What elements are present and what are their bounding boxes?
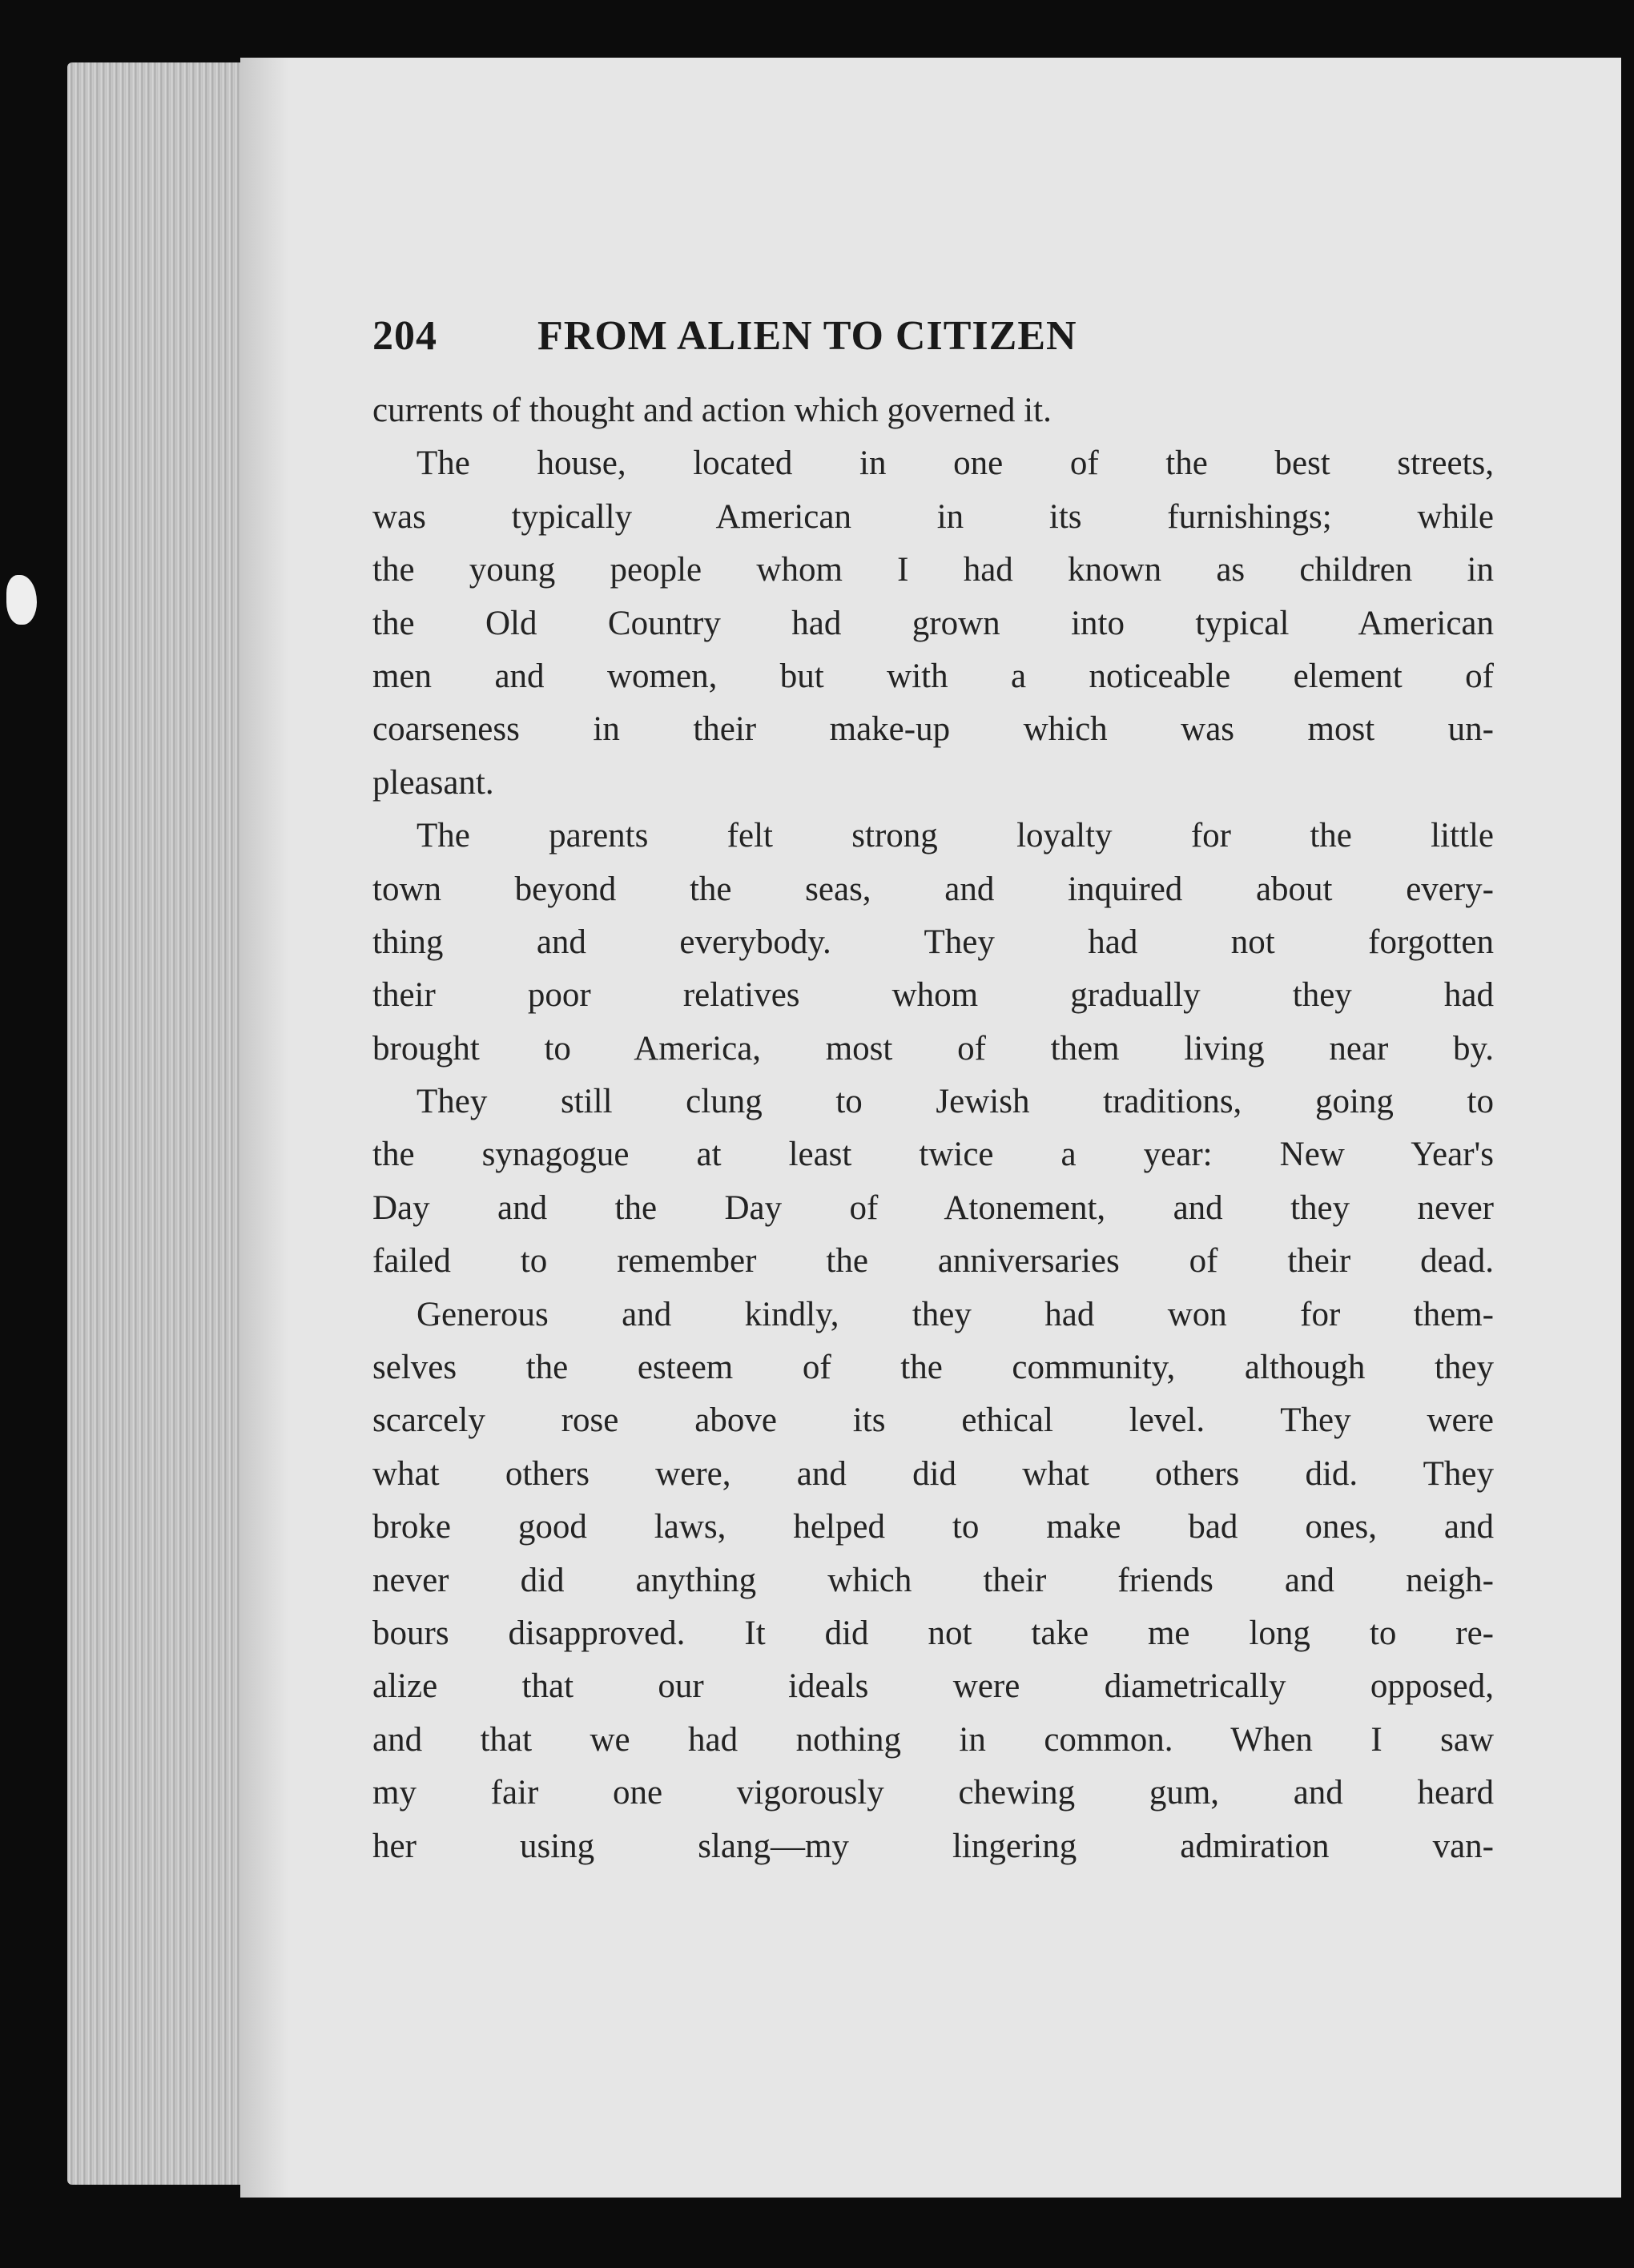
text-line: selves the esteem of the community, although they [372, 1349, 1494, 1387]
text-line: They still clung to Jewish traditions, going to [417, 1083, 1494, 1121]
text-line: brought to America, most of them living near by. [372, 1029, 1494, 1068]
text-line: town beyond the seas, and inquired about every- [372, 870, 1494, 908]
text-line: alize that our ideals were diametrically opposed, [372, 1667, 1494, 1706]
text-line: and that we had nothing in common. When I saw [372, 1720, 1494, 1759]
text-line: failed to remember the anniversaries of their dead. [372, 1242, 1494, 1281]
text-line: their poor relatives whom gradually they had [372, 976, 1494, 1015]
text-line: the young people whom I had known as children in [372, 551, 1494, 589]
text-line: Generous and kindly, they had won for them- [417, 1295, 1494, 1333]
text-line: never did anything which their friends and neigh- [372, 1561, 1494, 1599]
text-line: broke good laws, helped to make bad ones, and [372, 1508, 1494, 1546]
text-line: pleasant. [372, 763, 494, 802]
page-header [372, 306, 1334, 378]
text-line: Day and the Day of Atonement, and they never [372, 1188, 1494, 1227]
running-title: FROM ALIEN TO CITIZEN [537, 313, 1077, 359]
text-line: men and women, but with a noticeable element of [372, 657, 1494, 695]
text-line: The house, located in one of the best streets, [417, 444, 1494, 483]
book-page-edges [67, 62, 268, 2185]
page-number: 204 [372, 313, 437, 359]
text-line: what others were, and did what others did. They [372, 1454, 1494, 1493]
text-line: was typically American in its furnishings; while [372, 497, 1494, 536]
text-line: thing and everybody. They had not forgotten [372, 923, 1494, 961]
text-line: coarseness in their make-up which was most un- [372, 710, 1494, 749]
text-line: the synagogue at least twice a year: New Year's [372, 1136, 1494, 1174]
text-line: my fair one vigorously chewing gum, and heard [372, 1774, 1494, 1812]
text-line: currents of thought and action which governed it. [372, 392, 1052, 429]
text-line: scarcely rose above its ethical level. They were [372, 1401, 1494, 1440]
paper-fleck [6, 575, 37, 625]
text-line: The parents felt strong loyalty for the little [417, 817, 1494, 855]
text-line: her using slang—my lingering admiration van- [372, 1827, 1494, 1865]
text-line: the Old Country had grown into typical American [372, 604, 1494, 642]
text-line: bours disapproved. It did not take me long to re- [372, 1614, 1494, 1652]
body-text [372, 384, 1494, 1873]
